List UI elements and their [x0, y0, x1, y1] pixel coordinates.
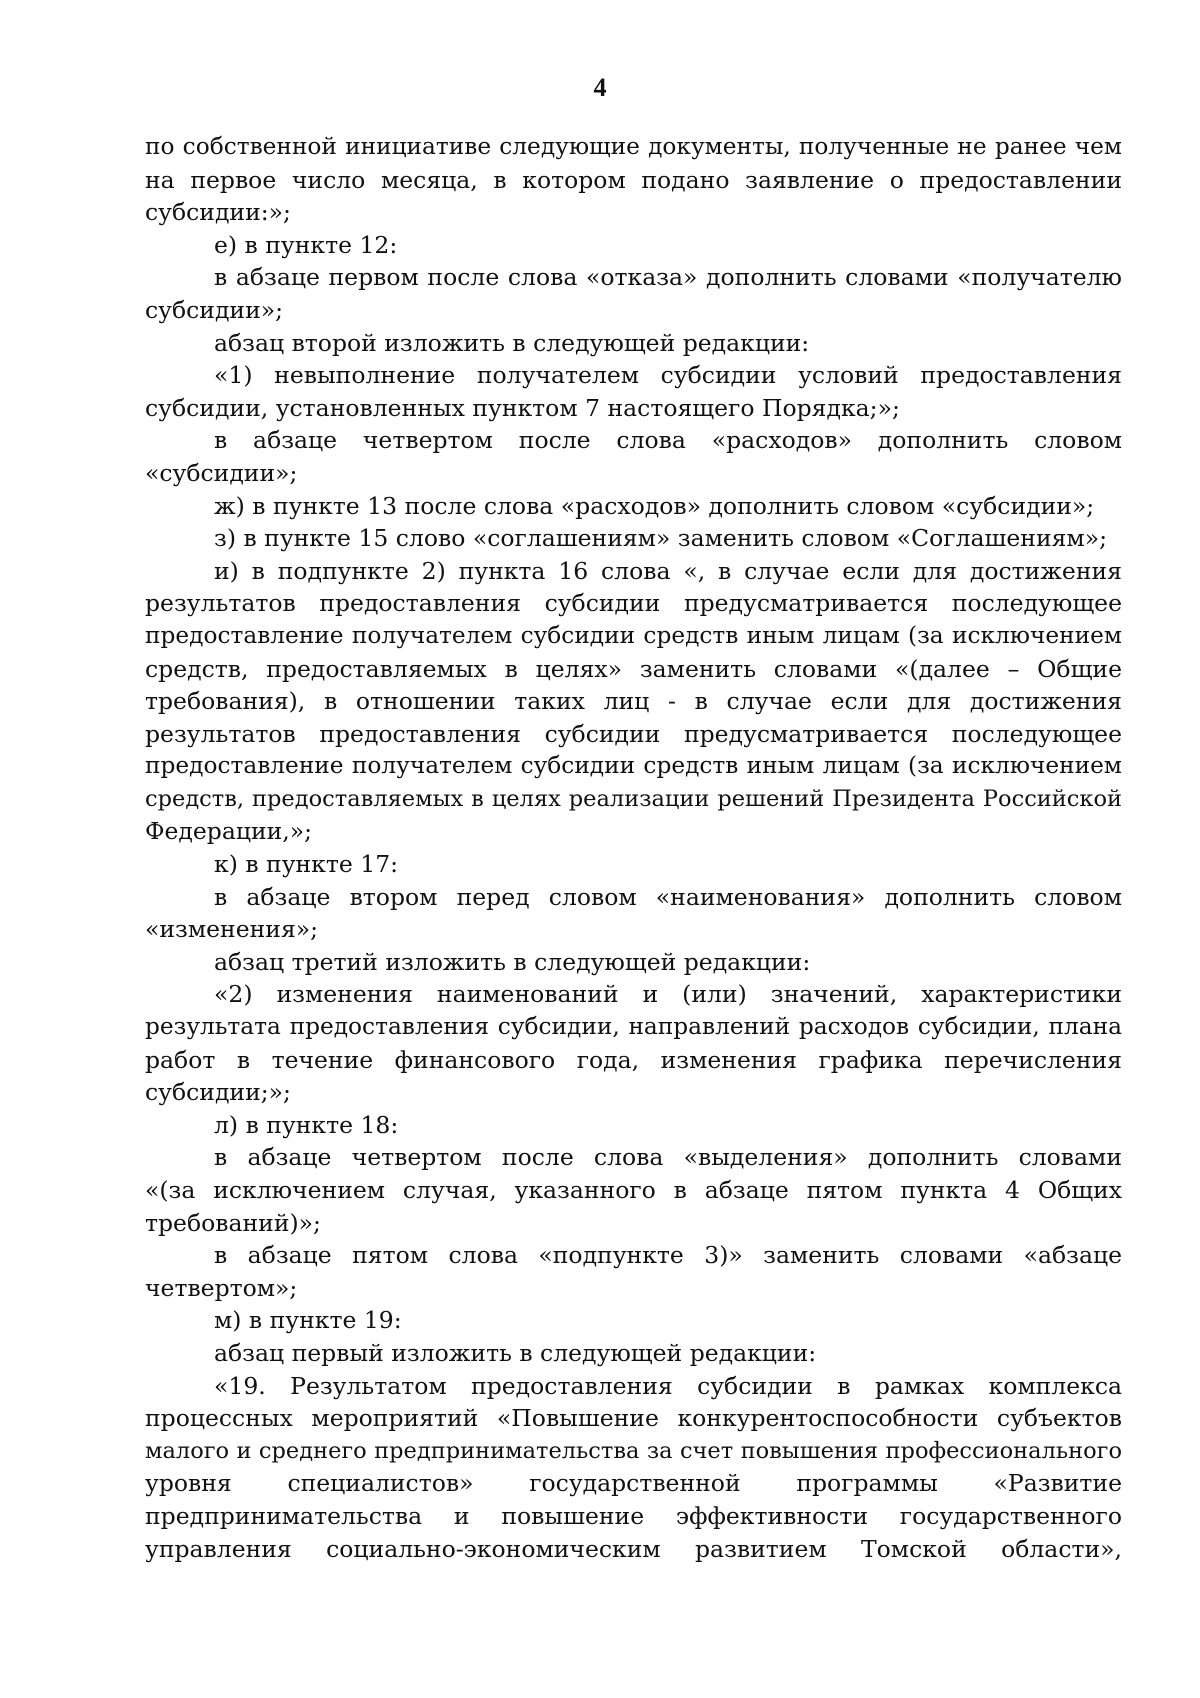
text-line: управления социально-экономическим развитием Томской области»,	[145, 1534, 1122, 1563]
text-line: «(за исключением случая, указанного в абзаце пятом пункта 4 Общих	[145, 1176, 1122, 1204]
document-body	[145, 131, 1122, 1565]
text-line: в абзаце втором перед словом «наименования» дополнить словом	[214, 882, 1122, 911]
text-line: Федерации,»;	[145, 817, 313, 846]
text-line: результатов предоставления субсидии предусматривается последующее	[145, 719, 1122, 748]
text-line: в абзаце четвертом после слова «расходов» дополнить словом	[214, 426, 1122, 455]
text-line: субсидии, установленных пунктом 7 настоящего Порядка;»;	[145, 393, 900, 422]
text-line: в абзаце первом после слова «отказа» дополнить словами «получателю	[214, 263, 1122, 292]
text-line: и) в подпункте 2) пункта 16 слова «, в случае если для достижения	[214, 556, 1122, 585]
text-line: з) в пункте 15 слово «соглашениям» заменить словом «Соглашениям»;	[214, 524, 1108, 553]
text-line: «1) невыполнение получателем субсидии условий предоставления	[214, 361, 1122, 390]
text-line: четвертом»;	[145, 1273, 298, 1302]
text-line: «субсидии»;	[145, 458, 298, 487]
text-line: предпринимательства и повышение эффективности государственного	[145, 1501, 1122, 1530]
text-line: малого и среднего предпринимательства за счет повышения профессионального	[145, 1437, 1122, 1464]
text-line: «19. Результатом предоставления субсидии в рамках комплекса	[214, 1371, 1122, 1400]
text-line: к) в пункте 17:	[214, 850, 399, 879]
text-line: на первое число месяца, в котором подано заявление о предоставлении	[145, 165, 1122, 194]
text-line: «изменения»;	[145, 915, 319, 944]
text-line: ж) в пункте 13 после слова «расходов» дополнить словом «субсидии»;	[214, 491, 1095, 520]
text-line: м) в пункте 19:	[214, 1306, 402, 1335]
page-number: 4	[593, 73, 607, 102]
text-line: в абзаце пятом слова «подпункте 3)» заменить словами «абзаце	[214, 1241, 1122, 1270]
text-line: результатов предоставления субсидии предусматривается последующее	[145, 589, 1122, 618]
text-line: абзац первый изложить в следующей редакции:	[214, 1338, 817, 1367]
text-line: абзац третий изложить в следующей редакции:	[214, 947, 811, 976]
text-line: уровня специалистов» государственной программы «Развитие	[145, 1469, 1122, 1498]
text-line: субсидии;»;	[145, 1078, 291, 1107]
text-line: средств, предоставляемых в целях реализации решений Президента Российской	[145, 785, 1122, 812]
text-line: средств, предоставляемых в целях» заменить словами «(далее – Общие	[145, 654, 1122, 683]
text-line: по собственной инициативе следующие документы, полученные не ранее чем	[145, 133, 1122, 160]
text-line: субсидии:»;	[145, 198, 291, 227]
text-line: предоставление получателем субсидии средств иным лицам (за исключением	[145, 621, 1122, 649]
text-line: «2) изменения наименований и (или) значений, характеристики	[214, 980, 1122, 1009]
text-line: субсидии»;	[145, 295, 284, 324]
text-line: результата предоставления субсидии, направлений расходов субсидии, плана	[145, 1013, 1122, 1041]
text-line: в абзаце четвертом после слова «выделения» дополнить словами	[214, 1143, 1122, 1172]
text-line: работ в течение финансового года, изменения графика перечисления	[145, 1045, 1122, 1074]
text-line: процессных мероприятий «Повышение конкурентоспособности субъектов	[145, 1404, 1122, 1433]
text-line: е) в пункте 12:	[214, 230, 398, 259]
text-line: требований)»;	[145, 1208, 321, 1237]
text-line: требования), в отношении таких лиц - в случае если для достижения	[145, 687, 1122, 716]
text-line: л) в пункте 18:	[214, 1110, 399, 1139]
text-line: абзац второй изложить в следующей редакции:	[214, 328, 810, 357]
text-line: предоставление получателем субсидии средств иным лицам (за исключением	[145, 752, 1122, 780]
